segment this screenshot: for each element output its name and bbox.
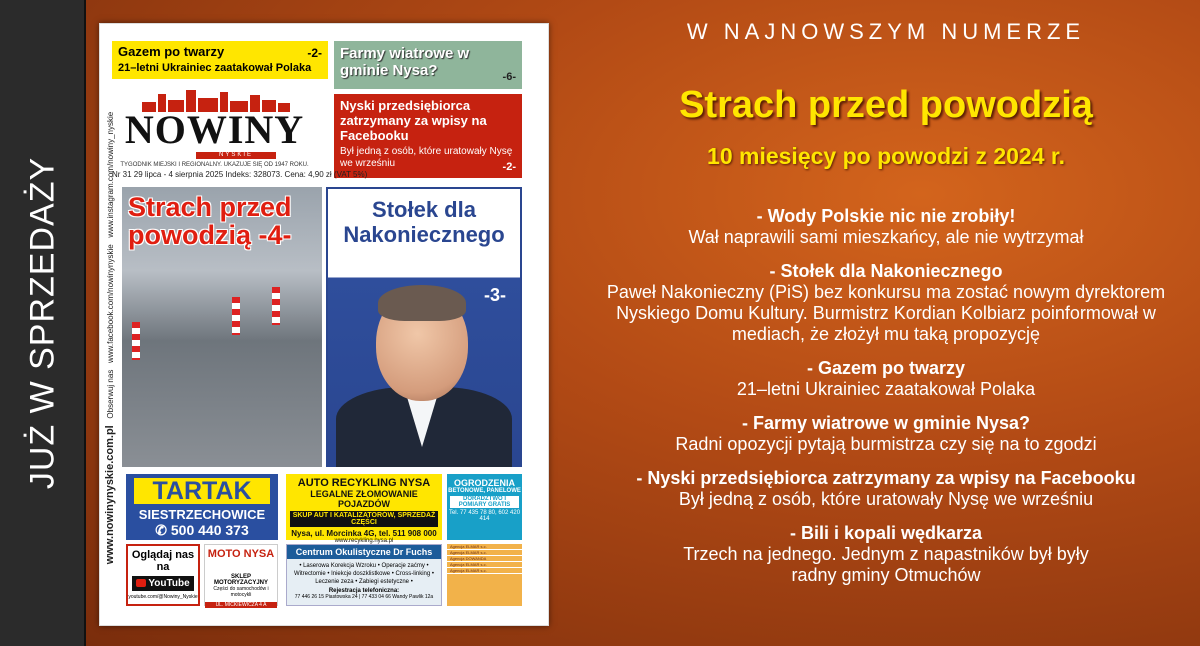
ad-youtube-line1: Oglądaj nas na <box>131 549 195 573</box>
teaser-przedsiebiorca-num: -2- <box>502 161 516 173</box>
hair-shape <box>378 285 466 321</box>
barrier-icon <box>272 287 280 325</box>
teaser-gazem-sub: 21–letni Ukrainiec zaatakował Polaka <box>118 62 312 74</box>
ad-fuchs-line2: Rejestracja telefoniczna: <box>328 588 400 594</box>
side-banner <box>0 0 86 646</box>
ad-motonysa-line2: Części do samochodów i motocykli <box>213 586 269 598</box>
ad-recykling[interactable] <box>286 474 442 544</box>
list-item <box>586 523 1186 586</box>
ad-fuchs-line3: 77 446 26 15 Piastowska 24 | 77 433 04 66 Wandy Pawlik 12a <box>294 594 434 600</box>
main-story-num: -4- <box>258 220 292 250</box>
ad-agencja-item: Agencja ELMAR s.c. <box>447 562 522 568</box>
ad-fuchs-name: Centrum Okulistyczne Dr Fuchs <box>287 545 441 559</box>
teaser-przedsiebiorca <box>334 94 522 178</box>
list-item <box>586 413 1186 455</box>
list-item-body: Wał naprawili sami mieszkańcy, ale nie wytrzymał <box>688 227 1084 247</box>
teaser-farmy <box>334 41 522 89</box>
ad-motonysa-line3: UL. MICKIEWICZA 4 A <box>205 602 277 608</box>
section-header: W NAJNOWSZYM NUMERZE <box>686 19 1086 44</box>
list-item-body: Trzech na jednego. Jednym z napastników był były radny gminy Otmuchów <box>683 544 1089 585</box>
ad-agencja[interactable] <box>447 544 522 606</box>
ad-fuchs-line1: • Laserowa Korekcja Wzroku • Operacje zaćmy • Witrectomie • Iniekcje doszklistkowe • Cross-linking • Leczenie zeza • Zabiegi estetyczne • <box>293 563 434 585</box>
list-item <box>586 261 1186 345</box>
list-item-body: 21–letni Ukrainiec zaatakował Polaka <box>736 379 1036 399</box>
subheadline: 10 miesięcy po powodzi z 2024 r. <box>707 143 1065 169</box>
vertical-instagram: www.instagram.com/nowiny_nyskie <box>106 111 115 238</box>
list-item-head: - Wody Polskie nic nie zrobiły! <box>756 206 1016 226</box>
main-story-headline: Strach przed powodzią -4- <box>128 192 292 250</box>
teaser-przedsiebiorca-title: Nyski przedsiębiorca zatrzymany za wpisy na Facebooku <box>340 98 487 143</box>
ad-motonysa-name: MOTO NYSA <box>207 548 275 560</box>
list-item <box>586 468 1186 510</box>
ad-agencja-item: Agencja DOWANDA <box>447 556 522 562</box>
ad-recykling-web: www.recykling.nysa.pl <box>334 538 394 544</box>
newspaper-cover[interactable] <box>99 23 549 626</box>
masthead-tagline: TYGODNIK MIEJSKI I REGIONALNY. UKAZUJE SIĘ OD 1947 ROKU. <box>120 162 309 168</box>
ad-motonysa[interactable] <box>204 544 278 606</box>
ad-recykling-line2: SKUP AUT I KATALIZATORÓW, SPRZEDAŻ CZĘŚCI <box>290 511 438 527</box>
youtube-play-icon <box>136 579 146 587</box>
ad-ogrodzenia-line3: Tel. 77 435 78 80, 602 420 414 <box>448 510 521 522</box>
teaser-gazem <box>112 41 328 79</box>
ad-agencja-item: Agencja ELMAR s.c. <box>447 544 522 550</box>
ad-agencja-item: Agencja ELMAR s.c. <box>447 550 522 556</box>
vertical-observe: Obserwuj nas <box>106 369 115 419</box>
masthead-city-bar <box>196 152 276 159</box>
teaser-farmy-num: -6- <box>502 71 516 83</box>
teaser-gazem-title: Gazem po twarzy <box>118 44 225 59</box>
list-item-body: Radni opozycji pytają burmistrza czy się na to zgodzi <box>675 434 1097 454</box>
teaser-gazem-num: -2- <box>307 46 322 60</box>
list-item-body: Paweł Nakonieczny (PiS) bez konkursu ma zostać nowym dyrektorem Nyskiego Domu Kultury. Burmistrz Kordian Kolbiarz poinformował w mediach, że złożył mu taką propozycję <box>606 282 1166 344</box>
list-item-body: Był jedną z osób, które uratowały Nysę we wrześniu <box>678 489 1094 509</box>
barrier-icon <box>132 322 140 360</box>
ad-tartak-phone: ✆ 500 440 373 <box>155 522 249 538</box>
second-story-headline: Stołek dla Nakoniecznego <box>343 197 505 247</box>
list-item-head: - Nyski przedsiębiorca zatrzymany za wpisy na Facebooku <box>636 468 1136 488</box>
list-item-head: - Bili i kopali wędkarza <box>789 523 983 543</box>
issue-line: Nr 31 29 lipca - 4 sierpnia 2025 Indeks: 328073. Cena: 4,90 zł (VAT 5%) <box>112 170 368 179</box>
list-item-head: - Gazem po twarzy <box>806 358 966 378</box>
vertical-site: www.nowinynyskie.com.pl <box>104 425 116 565</box>
portrait-photo <box>326 187 522 467</box>
masthead-city: NYSKIE <box>218 152 253 158</box>
ad-tartak-place: SIESTRZECHOWICE <box>138 507 266 522</box>
list-item-head: - Farmy wiatrowe w gminie Nysa? <box>741 413 1031 433</box>
ad-agencja-item: Agencja ELMAR s.c. <box>447 568 522 574</box>
flood-photo <box>122 187 322 467</box>
ad-motonysa-line1: SKLEP MOTORYZACYJNY <box>213 574 268 586</box>
barrier-icon <box>232 297 240 335</box>
ad-ogrodzenia-name: OGRODZENIA <box>453 478 515 488</box>
article-list <box>586 206 1186 599</box>
side-banner-text: JUŻ W SPRZEDAŻY <box>23 156 62 490</box>
teaser-przedsiebiorca-sub: Był jedną z osób, które uratowały Nysę we wrześniu <box>340 146 513 169</box>
list-item-head: - Stołek dla Nakoniecznego <box>769 261 1003 281</box>
ad-ogrodzenia-line1: BETONOWE, PANELOWE <box>448 488 521 494</box>
ad-tartak-name: TARTAK <box>134 478 270 504</box>
ad-recykling-name: AUTO RECYKLING NYSA <box>297 477 431 489</box>
teaser-farmy-title: Farmy wiatrowe w gminie Nysa? <box>340 45 470 79</box>
headline: Strach przed powodzią <box>679 84 1093 126</box>
ad-fuchs[interactable] <box>286 544 442 606</box>
list-item <box>586 206 1186 248</box>
ad-recykling-line3: Nysa, ul. Morcinka 4G, tel. 511 908 000 <box>291 529 437 538</box>
ad-ogrodzenia[interactable] <box>447 474 522 540</box>
masthead <box>112 86 317 178</box>
ad-youtube[interactable] <box>126 544 200 606</box>
youtube-badge <box>132 576 193 591</box>
youtube-brand: YouTube <box>148 578 190 589</box>
ad-recykling-line1: LEGALNE ZŁOMOWANIE POJAZDÓW <box>310 489 418 509</box>
list-item <box>586 358 1186 400</box>
masthead-logo: NOWINY <box>124 107 305 152</box>
vertical-facebook: www.facebook.com/nowinynyskie <box>106 244 115 363</box>
ad-ogrodzenia-line2: DORADZTWO I POMIARY GRATIS <box>450 496 519 508</box>
ad-youtube-url: youtube.com/@Nowiny_Nyskie <box>128 594 198 600</box>
second-story-num: -3- <box>484 285 506 305</box>
ad-tartak[interactable] <box>126 474 278 540</box>
